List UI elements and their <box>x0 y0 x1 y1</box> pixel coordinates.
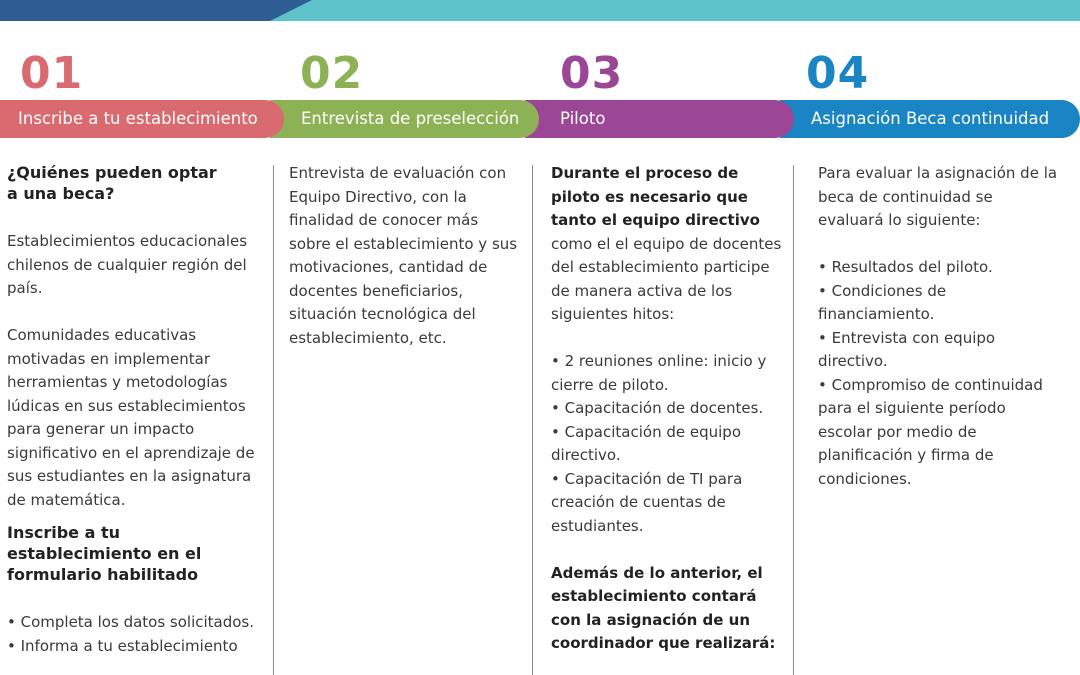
column-pilot <box>551 162 789 656</box>
step-label-4: Asignación Beca continuidad <box>811 109 1050 128</box>
column-divider-2 <box>532 165 533 675</box>
step-number-01: 01 <box>20 48 84 99</box>
bullet-teacher-training: • Capacitación de docentes. <box>551 399 764 417</box>
bullet-management-interview: • Entrevista con equipo directivo. <box>818 328 996 370</box>
paragraph-evaluation-intro: Para evaluar la asignación de la beca de continuidad se evaluará lo siguiente: <box>818 164 1058 229</box>
bullet-it-training: • Capacitación de TI para creación de cuentas de estudiantes. <box>551 469 743 535</box>
heading-register-form: Inscribe a tu establecimiento en el formulario habilitado <box>7 523 202 584</box>
paragraph-interview: Entrevista de evaluación con Equipo Directivo, con la finalidad de conocer más sobre el establecimiento y sus motivaciones, cantidad de docentes beneficiarios, situación tecnológica del establecimiento, etc. <box>289 164 518 347</box>
column-scholarship <box>818 162 1058 491</box>
step-number-03: 03 <box>560 48 624 99</box>
paragraph-eligible-communities: Comunidades educativas motivadas en implementar herramientas y metodologías lúdicas en sus establecimientos para generar un impacto significativo en el aprendizaje de sus estudiantes en la asignatura de matemática. <box>7 326 255 509</box>
bullet-financing: • Condiciones de financiamiento. <box>818 281 947 323</box>
pilot-intro-text: como el el equipo de docentes del establecimiento participe de manera activa de los siguientes hitos: <box>551 234 782 323</box>
pilot-intro-bold: Durante el proceso de piloto es necesario que tanto el equipo directivo <box>551 164 760 229</box>
step-label-2: Entrevista de preselección <box>301 109 520 128</box>
paragraph-pilot-intro <box>551 162 789 327</box>
step-label-1: Inscribe a tu establecimiento <box>18 109 258 128</box>
paragraph-eligible-schools: Establecimientos educacionales chilenos de cualquier región del país. <box>7 232 248 297</box>
column-interview <box>289 162 519 350</box>
bullet-online-meetings: • 2 reuniones online: inicio y cierre de piloto. <box>551 352 767 394</box>
heading-who-can-apply: ¿Quiénes pueden optar a una beca? <box>7 163 217 203</box>
bullet-complete-data: • Completa los datos solicitados. <box>7 613 255 631</box>
column-divider-3 <box>793 165 794 675</box>
bullet-continuity-commitment: • Compromiso de continuidad para el siguiente período escolar por medio de planificación y firma de condiciones. <box>818 375 1043 488</box>
column-inscribe <box>7 162 257 658</box>
step-number-02: 02 <box>300 48 364 99</box>
step-number-04: 04 <box>806 48 870 99</box>
bullet-pilot-results: • Resultados del piloto. <box>818 258 993 276</box>
bullet-management-training: • Capacitación de equipo directivo. <box>551 422 741 464</box>
column-divider-1 <box>273 165 274 675</box>
step-label-3: Piloto <box>560 109 606 128</box>
bullet-inform-school: • Informa a tu establecimiento <box>7 636 238 655</box>
header-decorative-band <box>0 0 1080 21</box>
paragraph-coordinator: Además de lo anterior, el establecimiento contará con la asignación de un coordinador que realizará: <box>551 563 776 652</box>
